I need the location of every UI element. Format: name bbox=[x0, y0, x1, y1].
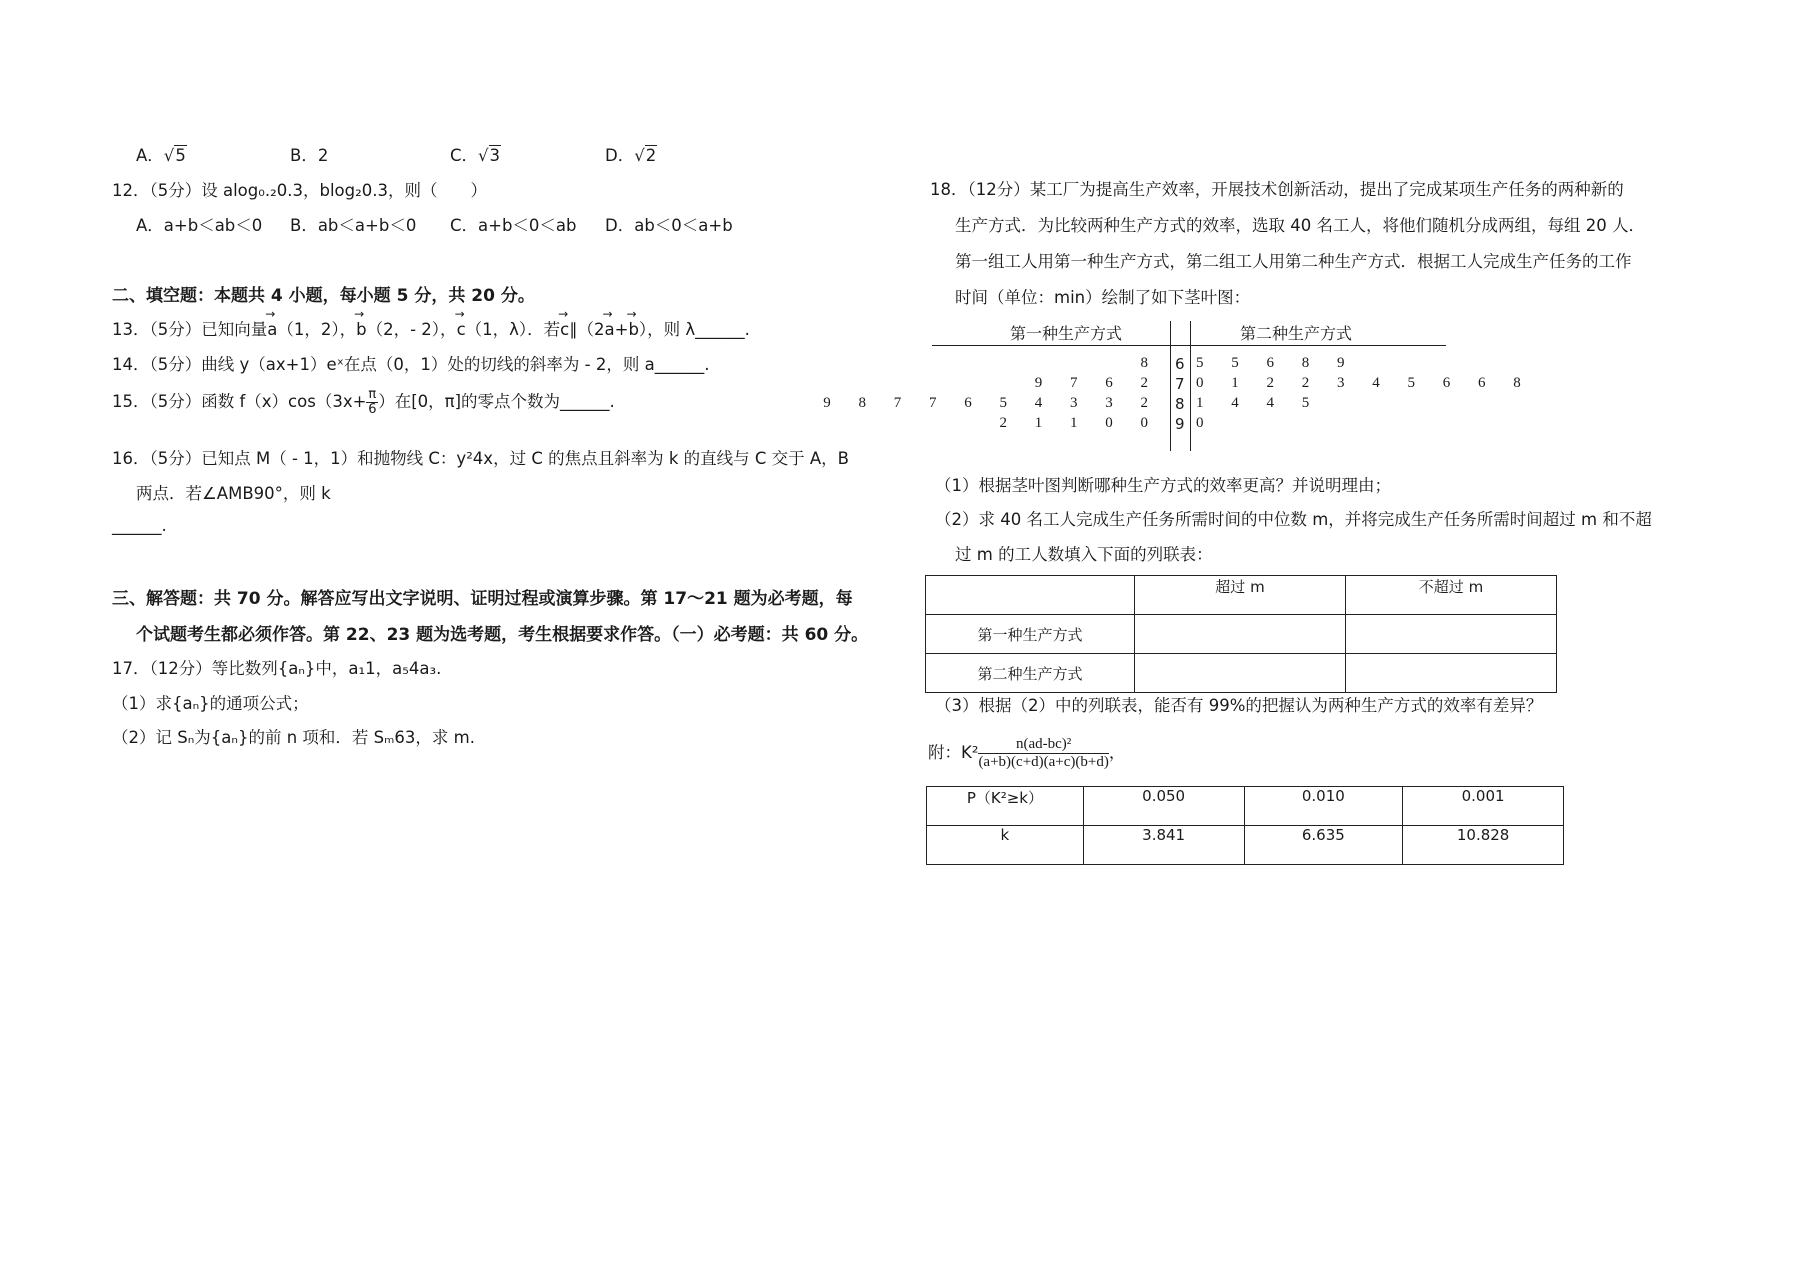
leaf-right-row2: 0 1 2 2 3 4 5 6 6 8 bbox=[1196, 375, 1533, 391]
q18-line4: 时间（单位：min）绘制了如下茎叶图： bbox=[955, 288, 1251, 307]
q12-option-a: A．a+b＜ab＜0 bbox=[136, 216, 263, 235]
contingency-header-notover: 不超过 m bbox=[1346, 576, 1557, 615]
q13: 13．（5分）已知向量→ a（1，2），→ b（2，- 2），→ c（1，λ）．若→ c∥（2→ a+→ b），则 λ______. bbox=[112, 316, 750, 340]
sqrt-symbol: √5 bbox=[163, 146, 186, 165]
q18-line2: 生产方式．为比较两种生产方式的效率，选取 40 名工人，将他们随机分成两组，每组 20 人． bbox=[955, 216, 1645, 235]
ktable-header-p: P（K²≥k） bbox=[927, 787, 1084, 826]
contingency-cell bbox=[1135, 615, 1346, 654]
q14: 14．（5分）曲线 y（ax+1）eˣ在点（0，1）处的切线的斜率为 - 2，则 a______. bbox=[112, 355, 710, 374]
q12-stem: 12．（5分）设 alog₀.₂0.3，blog₂0.3，则（ ） bbox=[112, 181, 487, 200]
q16-line3: ______. bbox=[112, 516, 167, 535]
q11-option-a: A．√5 bbox=[136, 146, 186, 165]
q12-option-c: C．a+b＜0＜ab bbox=[450, 216, 577, 235]
k-critical-table bbox=[926, 786, 1564, 865]
q16-line1: 16．（5分）已知点 M（ - 1，1）和抛物线 C：y²4x，过 C 的焦点且斜率为 k 的直线与 C 交于 A，B bbox=[112, 449, 849, 468]
vector-c: → c bbox=[457, 320, 466, 339]
ktable-header-k: k bbox=[927, 826, 1084, 865]
stem-row1: 6 bbox=[1175, 355, 1185, 373]
header-divider bbox=[932, 345, 1446, 346]
leaf-right-row3: 1 4 4 5 bbox=[1196, 395, 1322, 411]
q18-part2-l1: （2）求 40 名工人完成生产任务所需时间的中位数 m，并将完成生产任务所需时间超过 m 和不超 bbox=[935, 510, 1652, 529]
q17-part1: （1）求{aₙ}的通项公式； bbox=[112, 694, 309, 713]
ktable-k-10828: 10.828 bbox=[1403, 826, 1564, 865]
q15: 15．（5分）函数 f（x）cos（3x+ $\frac{\pi}{6}$ ）在[0，π]的零点个数为______. bbox=[112, 387, 615, 417]
stemleaf-right-header: 第二种生产方式 bbox=[1240, 324, 1353, 343]
k2-fraction: $\frac{\text{n(ad-bc)²}}{(a+b)(c+d)(a+c)(b+d)}$ bbox=[978, 736, 1109, 770]
section3-heading-l1: 三、解答题：共 70 分。解答应写出文字说明、证明过程或演算步骤。第 17～21 题为必考题，每 bbox=[112, 589, 853, 609]
q11-option-b: B．2 bbox=[290, 146, 329, 165]
ktable-p-0050: 0.050 bbox=[1083, 787, 1244, 826]
contingency-cell bbox=[1346, 615, 1557, 654]
q18-line1: 18．（12分）某工厂为提高生产效率，开展技术创新活动，提出了完成某项生产任务的两种新的 bbox=[930, 180, 1624, 199]
contingency-table bbox=[925, 575, 1557, 693]
contingency-row1-label: 第一种生产方式 bbox=[926, 615, 1135, 654]
vector-a: → a bbox=[267, 320, 277, 339]
q12-option-b: B．ab＜a+b＜0 bbox=[290, 216, 417, 235]
stemleaf-left-header: 第一种生产方式 bbox=[1010, 324, 1123, 343]
leaf-right-row1: 5 5 6 8 9 bbox=[1196, 355, 1357, 371]
ktable-p-0001: 0.001 bbox=[1403, 787, 1564, 826]
leaf-right-row4: 0 bbox=[1196, 415, 1216, 431]
section2-heading: 二、填空题：本题共 4 小题，每小题 5 分，共 20 分。 bbox=[112, 286, 535, 306]
leaf-left-row3: 9 8 7 7 6 5 4 3 3 2 bbox=[823, 395, 1160, 411]
stem-row4: 9 bbox=[1175, 415, 1185, 433]
stem-divider-left bbox=[1170, 321, 1171, 451]
q18-part3: （3）根据（2）中的列联表，能否有 99%的把握认为两种生产方式的效率有差异？ bbox=[935, 696, 1543, 715]
contingency-header-over: 超过 m bbox=[1135, 576, 1346, 615]
ktable-k-3841: 3.841 bbox=[1083, 826, 1244, 865]
ktable-k-6635: 6.635 bbox=[1244, 826, 1403, 865]
q16-line2: 两点．若∠AMB90°，则 k bbox=[136, 484, 331, 503]
contingency-cell bbox=[1346, 654, 1557, 693]
q17-stem: 17．（12分）等比数列{aₙ}中，a₁1，a₅4a₃. bbox=[112, 659, 442, 678]
q17-part2: （2）记 Sₙ为{aₙ}的前 n 项和．若 Sₘ63，求 m. bbox=[112, 728, 475, 747]
stem-divider-right bbox=[1190, 321, 1191, 451]
appendix-formula: 附：K² $\frac{\text{n(ad-bc)²}}{(a+b)(c+d)(a+c)(b+d)}$ ， bbox=[928, 736, 1126, 770]
q11-option-d: D．√2 bbox=[605, 146, 657, 165]
contingency-row2-label: 第二种生产方式 bbox=[926, 654, 1135, 693]
vector-b: → b bbox=[356, 320, 366, 339]
leaf-left-row1: 8 bbox=[1140, 355, 1160, 371]
q11-option-c: C．√3 bbox=[450, 146, 501, 165]
stem-row2: 7 bbox=[1175, 375, 1185, 393]
stem-row3: 8 bbox=[1175, 395, 1185, 413]
q18-part2-l2: 过 m 的工人数填入下面的列联表： bbox=[955, 545, 1213, 564]
leaf-left-row2: 9 7 6 2 bbox=[1034, 375, 1160, 391]
section3-heading-l2: 个试题考生都必须作答。第 22、23 题为选考题，考生根据要求作答。（一）必考题：共 60 分。 bbox=[136, 625, 869, 645]
q12-option-d: D．ab＜0＜a+b bbox=[605, 216, 733, 235]
contingency-corner bbox=[926, 576, 1135, 615]
contingency-cell bbox=[1135, 654, 1346, 693]
ktable-p-0010: 0.010 bbox=[1244, 787, 1403, 826]
q18-part1: （1）根据茎叶图判断哪种生产方式的效率更高？并说明理由； bbox=[935, 476, 1391, 495]
pi-over-6: $\frac{\pi}{6}$ bbox=[368, 387, 377, 417]
q18-line3: 第一组工人用第一种生产方式，第二组工人用第二种生产方式．根据工人完成生产任务的工作 bbox=[955, 252, 1632, 271]
leaf-left-row4: 2 1 1 0 0 bbox=[999, 415, 1160, 431]
